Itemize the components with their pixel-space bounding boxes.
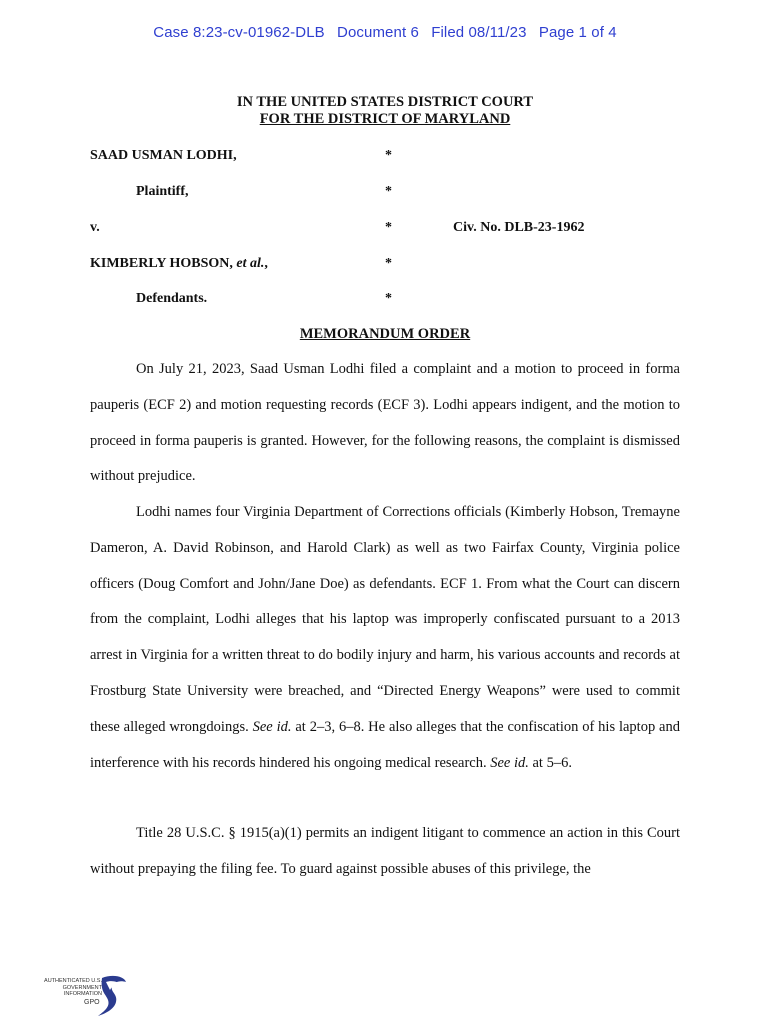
court-heading bbox=[0, 94, 770, 128]
caption-star: * bbox=[385, 184, 392, 199]
paragraph-text: at 5–6. bbox=[532, 754, 572, 771]
court-line-1: IN THE UNITED STATES DISTRICT COURT bbox=[236, 94, 534, 110]
defendant-role: Defendants. bbox=[136, 291, 208, 306]
citation-see-id: See id. bbox=[490, 754, 529, 771]
paragraph-text: Lodhi names four Virginia Department of Corrections officials (Kimberly Hobson, Tremayne Dameron, A. David Robinson, and Harold Clark) as well as two Fairfax County, Virginia police officers (Doug Comfort and John/Jane Doe) as defendants. ECF 1. From what the Court can discern from the complaint, Lodhi alleges that his laptop was improperly confiscated pursuant to a 2013 arrest in Virginia for a written threat to do bodily injury and harm, his various accounts and records at Frostburg State University were breached, and “Directed Energy Weapons” were used to commit these alleged wrongdoings. bbox=[90, 504, 680, 735]
body-paragraph-1 bbox=[90, 352, 680, 495]
civil-case-number: Civ. No. DLB-23-1962 bbox=[453, 220, 585, 235]
document-number: Document 6 bbox=[337, 24, 419, 41]
case-number: Case 8:23-cv-01962-DLB bbox=[153, 24, 325, 41]
plaintiff-role: Plaintiff, bbox=[136, 184, 189, 199]
paragraph-text: On July 21, 2023, Saad Usman Lodhi filed a complaint and a motion to proceed in forma pauperis (ECF 2) and motion requesting records (ECF 3). Lodhi appears indigent, and the motion to proceed in forma pauperis is granted. However, for the following reasons, the complaint is dismissed without prejudice. bbox=[90, 361, 680, 485]
page-indicator: Page 1 of 4 bbox=[538, 24, 617, 41]
caption-star: * bbox=[385, 220, 392, 235]
versus-label: v. bbox=[90, 220, 100, 235]
gpo-authentication-seal bbox=[40, 972, 140, 1020]
filing-header-stamp bbox=[0, 24, 770, 41]
paragraph-text: at 2–3, 6–8. He also alleges that the confiscation of his laptop and interference with his records hindered his ongoing medical research. bbox=[90, 718, 680, 771]
court-line-2: FOR THE DISTRICT OF MARYLAND bbox=[259, 111, 511, 127]
caption-star: * bbox=[385, 256, 392, 271]
caption-star: * bbox=[385, 291, 392, 306]
defendant-name bbox=[90, 256, 268, 272]
seal-text: AUTHENTICATED U.S. GOVERNMENT INFORMATION bbox=[44, 978, 102, 997]
caption-star: * bbox=[385, 148, 392, 163]
et-al: et al. bbox=[236, 256, 265, 271]
defendant-name-text: KIMBERLY HOBSON, bbox=[90, 256, 233, 271]
filed-date: Filed 08/11/23 bbox=[431, 24, 527, 41]
body-paragraph-2 bbox=[90, 495, 680, 781]
citation-see-id: See id. bbox=[252, 718, 292, 735]
seal-gpo: GPO bbox=[84, 999, 100, 1006]
body-paragraph-3 bbox=[90, 816, 680, 888]
eagle-logo-icon bbox=[96, 974, 130, 1018]
paragraph-text: Title 28 U.S.C. § 1915(a)(1) permits an indigent litigant to commence an action in this Court without prepaying the filing fee. To guard against possible abuses of this privilege, the bbox=[90, 825, 680, 877]
defendant-comma: , bbox=[264, 256, 268, 271]
document-title: MEMORANDUM ORDER bbox=[299, 326, 471, 342]
plaintiff-name: SAAD USMAN LODHI, bbox=[90, 148, 237, 163]
